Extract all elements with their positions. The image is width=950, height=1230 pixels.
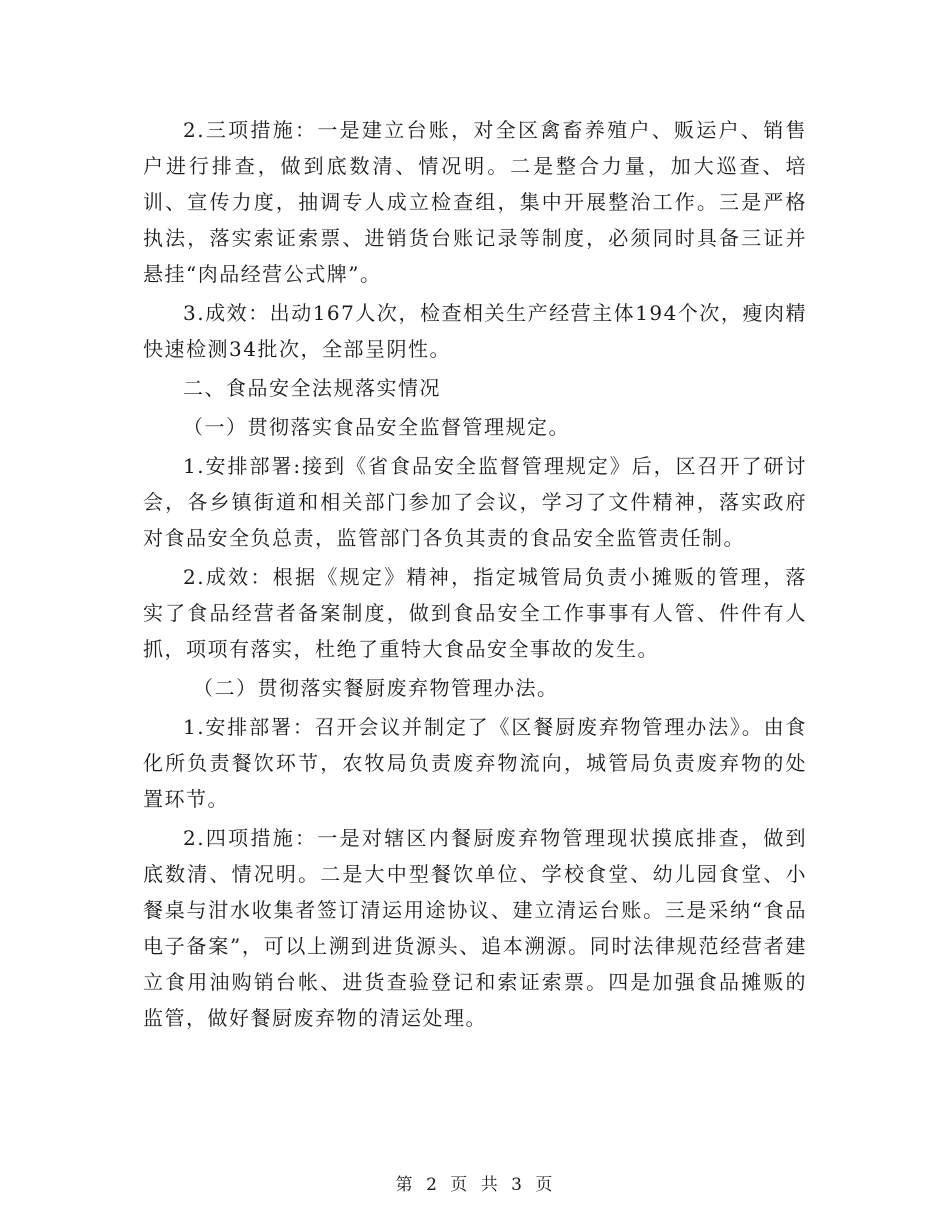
subsection-heading-kitchen-waste: （二）贯彻落实餐厨废弃物管理办法。	[193, 676, 559, 700]
paragraph-deployment-1: 1.安排部署:接到《省食品安全监督管理规定》后，区召开了研讨会，各乡镇街道和相关部门参加了会议，学习了文件精神，落实政府对食品安全负总责，监管部门各负其责的食品安全监管责任制。	[143, 454, 807, 550]
paragraph-deployment-2: 1.安排部署：召开会议并制定了《区餐厨废弃物管理办法》。由食化所负责餐饮环节，农牧局负责废弃物流向，城管局负责废弃物的处置环节。	[143, 715, 807, 811]
page-number-footer: 第 2 页 共 3 页	[395, 1175, 555, 1195]
paragraph-results: 3.成效：出动167人次，检查相关生产经营主体194个次，瘦肉精快速检测34批次，全部呈阴性。	[143, 301, 807, 361]
subsection-heading-supervision: （一）贯彻落实食品安全监督管理规定。	[183, 415, 570, 439]
section-heading-regulations: 二、食品安全法规落实情况	[183, 376, 441, 400]
paragraph-results-2: 2.成效：根据《规定》精神，指定城管局负责小摊贩的管理，落实了食品经营者备案制度，做到食品安全工作事事有人管、件件有人抓，项项有落实，杜绝了重特大食品安全事故的发生。	[143, 565, 807, 661]
document-body	[143, 112, 807, 1039]
paragraph-four-measures: 2.四项措施：一是对辖区内餐厨废弃物管理现状摸底排查，做到底数清、情况明。二是大中型餐饮单位、学校食堂、幼儿园食堂、小餐桌与泔水收集者签订清运用途协议、建立清运台账。三是采纳“食品电子备案”，可以上溯到进货源头、追本溯源。同时法律规范经营者建立食用油购销台帐、进货查验登记和索证索票。四是加强食品摊贩的监管，做好餐厨废弃物的清运处理。	[143, 826, 807, 1030]
paragraph-three-measures: 2.三项措施：一是建立台账，对全区禽畜养殖户、贩运户、销售户进行排查，做到底数清、情况明。二是整合力量，加大巡查、培训、宣传力度，抽调专人成立检查组，集中开展整治工作。三是严格执法，落实索证索票、进销货台账记录等制度，必须同时具备三证并悬挂“肉品经营公式牌”。	[143, 118, 807, 286]
